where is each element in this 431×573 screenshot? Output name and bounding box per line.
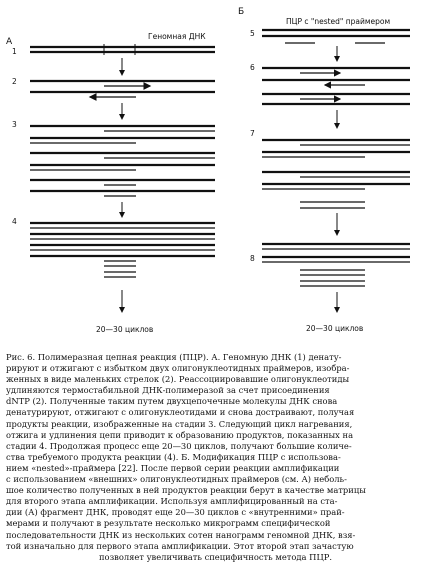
caption-line: той изначально для первого этапа амплификации. Этот второй этап зачастую <box>6 540 354 551</box>
step-4-label: 4 <box>12 217 17 226</box>
caption-line: шое количество полученных в ней продуктов реакции берут в качестве матрицы <box>6 485 366 496</box>
step-7-label: 7 <box>250 129 255 138</box>
caption-line: последовательности ДНК из нескольких сотен нанограмм геномной ДНК, взя- <box>6 529 356 540</box>
caption-line: продукты реакции, изображенные на стадии 3. Следующий цикл нагревания, <box>6 418 353 429</box>
caption-line: дии (А) фрагмент ДНК, проводят еще 20—30 циклов с «внутренними» прай- <box>6 507 345 518</box>
stage-6-nested-primers <box>262 68 410 104</box>
step-5-label: 5 <box>250 29 255 38</box>
panel-b <box>262 30 410 312</box>
panel-a-title: Геномная ДНК <box>148 32 206 41</box>
stage-5-template <box>262 30 410 43</box>
panel-a-letter: А <box>6 37 13 47</box>
caption-line: стадии 4. Продолжая процесс еще 20—30 циклов, получают большие количе- <box>6 440 352 451</box>
caption-line: Рис. 6. Полимеразная цепная реакция (ПЦР). А. Геномную ДНК (1) денату- <box>6 352 342 362</box>
step-2-label: 2 <box>12 77 17 86</box>
stage-4-products <box>30 223 215 277</box>
caption-line: рируют и отжигают с избытком двух олигонуклеотидных праймеров, изобра- <box>6 363 350 374</box>
stage-8-products <box>262 244 410 286</box>
caption-line: отжига и удлинения цепи приводит к образованию продуктов, показанных на <box>6 429 354 440</box>
panel-b-letter: Б <box>238 7 245 17</box>
step-3-label: 3 <box>12 120 17 129</box>
caption-line: денатурируют, отжигают с олигонуклеотидами и снова достраивают, получая <box>6 407 355 418</box>
stage-1-genomic-dna <box>30 44 215 55</box>
caption-line: ства требуемого продукта реакции (4). Б. Модификация ПЦР с использова- <box>6 451 341 462</box>
panel-b-title: ПЦР с "nested" праймером <box>286 17 391 26</box>
caption-line: удлиняются термостабильной ДНК-полимеразой за счет присоединения <box>6 385 330 396</box>
caption-line: мерами и получают в результате несколько микрограмм специфической <box>6 518 331 529</box>
figure-caption <box>6 352 425 563</box>
caption-line: dNTP (2). Полученные таким путем двухцепочечные молекулы ДНК снова <box>6 396 338 407</box>
step-6-label: 6 <box>250 63 255 72</box>
stage-2-primers-annealed <box>30 81 215 97</box>
step-1-label: 1 <box>12 47 17 56</box>
stage-7-products <box>262 140 410 208</box>
caption-line: нием «nested»-праймера [22]. После первой серии реакции амплификации <box>6 462 340 473</box>
panel-a <box>30 44 215 312</box>
caption-line: для второго этапа амплификации. Используя амплифицированный на ста- <box>6 496 338 507</box>
caption-last-line: позволяет увеличивать специфичность метода ПЦР. <box>98 551 333 562</box>
caption-line: с использованием «внешних» олигонуклеотидных праймеров (см. А) неболь- <box>6 474 347 485</box>
panel-a-cycles: 20—30 циклов <box>96 325 154 334</box>
caption-line: женных в виде маленьких стрелок (2). Реассоциировавшие олигонуклеотиды <box>6 374 350 385</box>
stage-3-products <box>30 126 215 196</box>
panel-b-cycles: 20—30 циклов <box>306 324 364 333</box>
step-8-label: 8 <box>250 254 255 263</box>
